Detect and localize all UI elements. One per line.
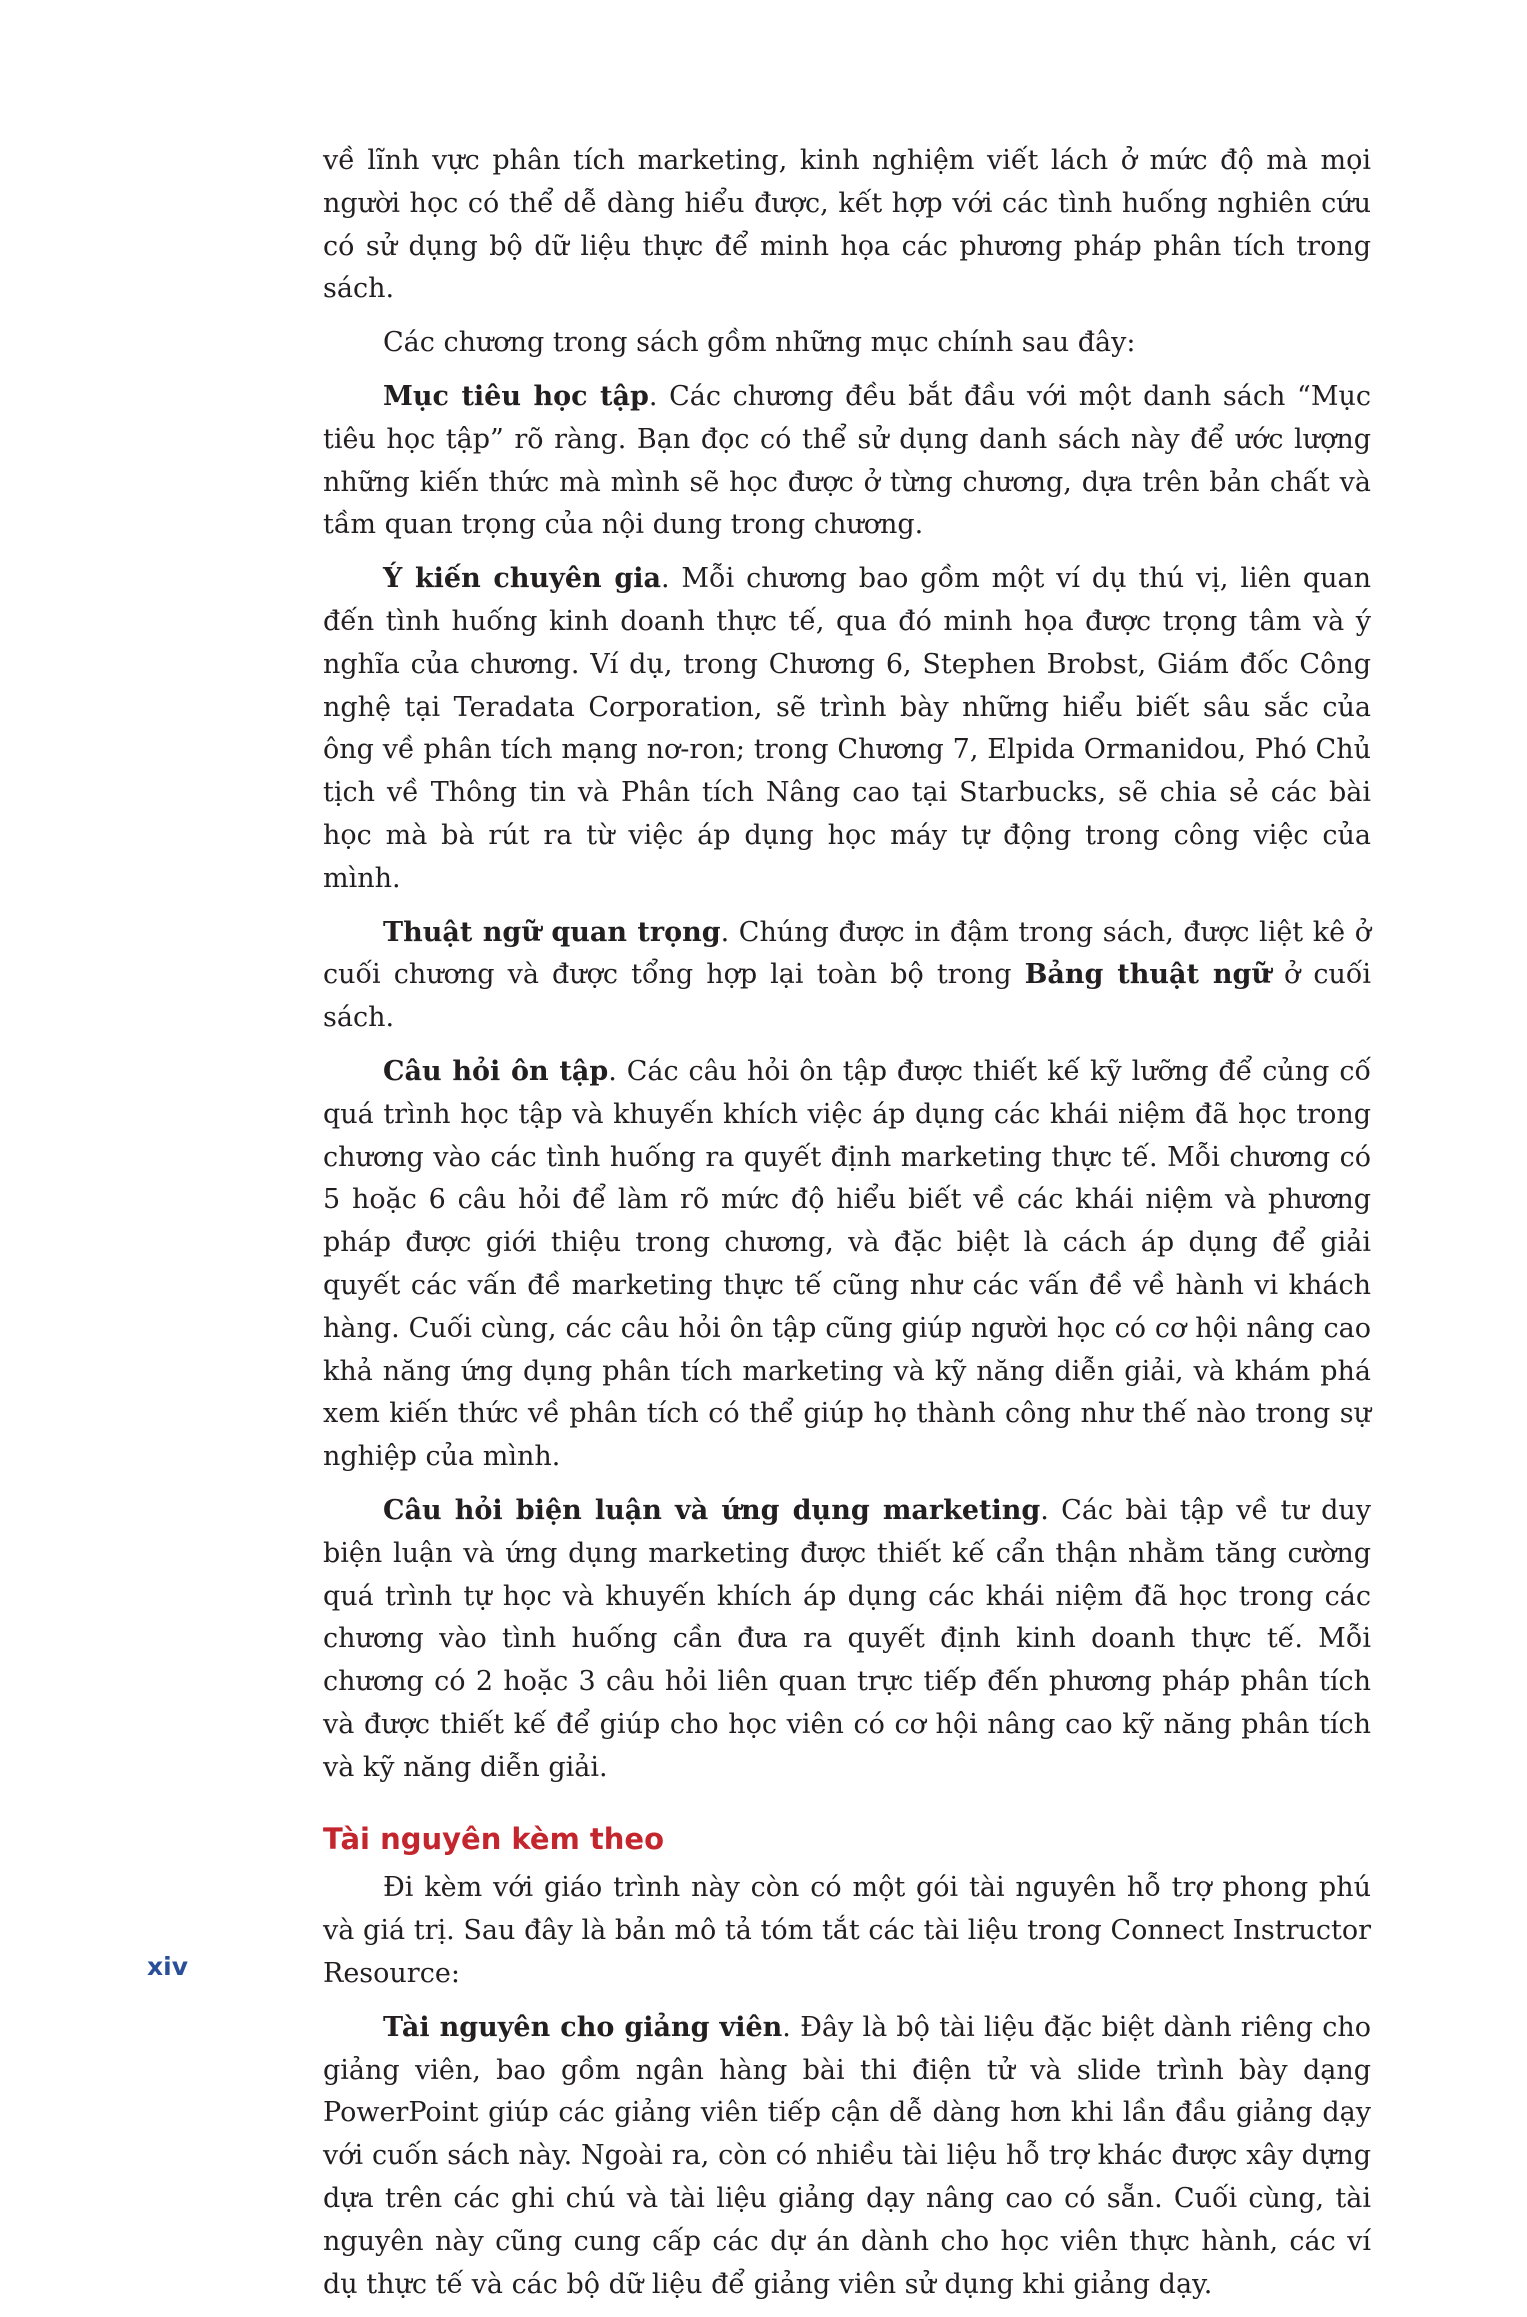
page-body — [323, 140, 1371, 2317]
lead-critical-thinking: Câu hỏi biện luận và ứng dụng marketing — [383, 1494, 1041, 1526]
page-number: xiv — [147, 1952, 188, 1981]
lead-review-questions: Câu hỏi ôn tập — [383, 1055, 609, 1087]
lead-instructor-resources: Tài nguyên cho giảng viên — [383, 2011, 783, 2043]
paragraph-continuation: về lĩnh vực phân tích marketing, kinh nghiệm viết lách ở mức độ mà mọi người học có thể dễ dàng hiểu được, kết hợp với các tình huống nghiên cứu có sử dụng bộ dữ liệu thực để minh họa các phương pháp phân tích trong sách. — [323, 145, 1371, 305]
lead-learning-objectives: Mục tiêu học tập — [383, 380, 649, 412]
text-key-terms-a: . Chúng được in đậm trong sách, được liệt kê ở cuối chương và được tổng hợp lại toàn bộ trong — [323, 916, 1371, 991]
paragraph-chapter-intro: Các chương trong sách gồm những mục chính sau đây: — [383, 327, 1136, 359]
paragraph-review-questions — [323, 1051, 1371, 1479]
section-heading-resources: Tài nguyên kèm theo — [323, 1822, 665, 1857]
text-review-questions: . Các câu hỏi ôn tập được thiết kế kỹ lưỡng để củng cố quá trình học tập và khuyến khích việc áp dụng các khái niệm đã học trong chương vào các tình huống ra quyết định marketing thực tế. Mỗi chương có 5 hoặc 6 câu hỏi để làm rõ mức độ hiểu biết về các khái niệm và phương pháp được giới thiệu trong chương, và đặc biệt là cách áp dụng để giải quyết các vấn đề marketing thực tế cũng như các vấn đề về hành vi khách hàng. Cuối cùng, các câu hỏi ôn tập cũng giúp người học có cơ hội nâng cao khả năng ứng dụng phân tích marketing và kỹ năng diễn giải, và khám phá xem kiến thức về phân tích có thể giúp họ thành công như thế nào trong sự nghiệp của mình. — [323, 1055, 1371, 1473]
paragraph-learning-objectives — [323, 376, 1371, 547]
text-learning-objectives: . Các chương đều bắt đầu với một danh sách “Mục tiêu học tập” rõ ràng. Bạn đọc có thể sử dụng danh sách này để ước lượng những kiến thức mà mình sẽ học được ở từng chương, dựa trên bản chất và tầm quan trọng của nội dung trong chương. — [323, 380, 1371, 541]
glossary-term: Bảng thuật ngữ — [1024, 959, 1271, 991]
text-critical-thinking: . Các bài tập về tư duy biện luận và ứng dụng marketing được thiết kế cẩn thận nhằm tăng cường quá trình tự học và khuyến khích áp dụng các khái niệm đã học trong các chương vào tình huống cần đưa ra quyết định kinh doanh thực tế. Mỗi chương có 2 hoặc 3 câu hỏi liên quan trực tiếp đến phương pháp phân tích và được thiết kế để giúp cho học viên có cơ hội nâng cao kỹ năng phân tích và kỹ năng diễn giải. — [323, 1494, 1371, 1783]
paragraph-key-terms — [323, 912, 1371, 1040]
paragraph-resources-intro: Đi kèm với giáo trình này còn có một gói tài nguyên hỗ trợ phong phú và giá trị. Sau đây là bản mô tả tóm tắt các tài liệu trong Connect Instructor Resource: — [323, 1872, 1371, 1990]
paragraph-critical-thinking — [323, 1490, 1371, 1790]
text-expert-opinion: . Mỗi chương bao gồm một ví dụ thú vị, liên quan đến tình huống kinh doanh thực tế, qua đó minh họa được trọng tâm và ý nghĩa của chương. Ví dụ, trong Chương 6, Stephen Brobst, Giám đốc Công nghệ tại Teradata Corporation, sẽ trình bày những hiểu biết sâu sắc của ông về phân tích mạng nơ-ron; trong Chương 7, Elpida Ormanidou, Phó Chủ tịch về Thông tin và Phân tích Nâng cao tại Starbucks, sẽ chia sẻ các bài học mà bà rút ra từ việc áp dụng học máy tự động trong công việc của mình. — [323, 563, 1371, 894]
paragraph-instructor-resources — [323, 2007, 1371, 2307]
text-key-terms-b: ở cuối sách. — [323, 959, 1371, 1034]
paragraph-expert-opinion — [323, 558, 1371, 900]
lead-key-terms: Thuật ngữ quan trọng — [383, 916, 721, 948]
lead-expert-opinion: Ý kiến chuyên gia — [383, 563, 661, 595]
text-instructor-resources: . Đây là bộ tài liệu đặc biệt dành riêng cho giảng viên, bao gồm ngân hàng bài thi điện tử và slide trình bày dạng PowerPoint giúp các giảng viên tiếp cận dễ dàng hơn khi lần đầu giảng dạy với cuốn sách này. Ngoài ra, còn có nhiều tài liệu hỗ trợ khác được xây dựng dựa trên các ghi chú và tài liệu giảng dạy nâng cao có sẵn. Cuối cùng, tài nguyên này cũng cung cấp các dự án dành cho học viên thực hành, các ví dụ thực tế và các bộ dữ liệu để giảng viên sử dụng khi giảng dạy. — [323, 2011, 1371, 2300]
